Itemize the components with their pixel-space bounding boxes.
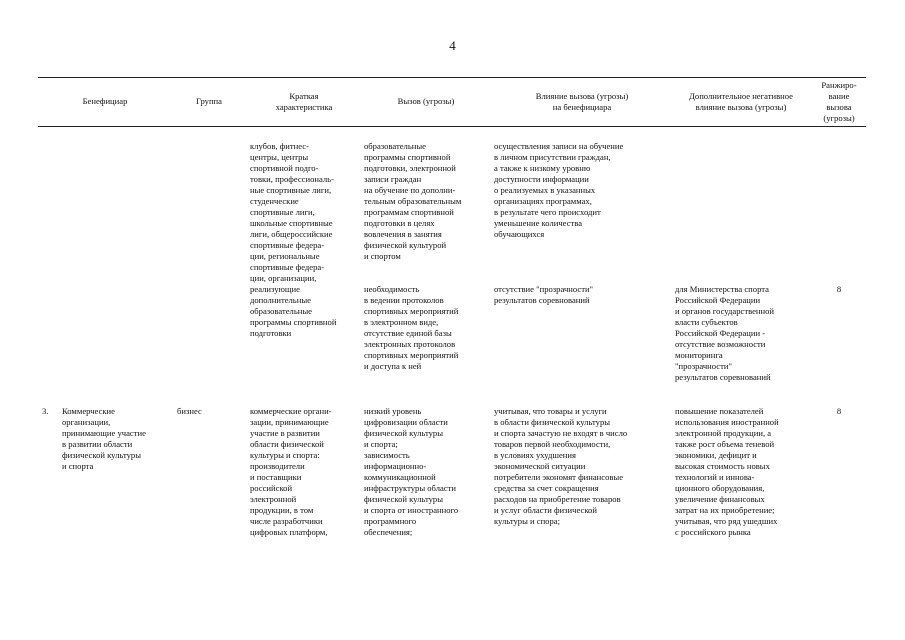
table-top-rule bbox=[38, 77, 866, 78]
page-number: 4 bbox=[449, 38, 456, 53]
row-1-description: клубов, фитнес- центры, центры спортивной подго- товки, профессиональ- ные спортивные лиги, студенческие спортивные лиги, школьные спортивные лиги, общероссийские спортивные федера- ции, региональные спортивные федера- ции, организации, реализующие дополнительные образовательные программы спортивной подготовки bbox=[250, 141, 337, 338]
header-description: Краткая характеристика bbox=[275, 90, 333, 112]
header-impact: Влияние вызова (угрозы) на бенефициара bbox=[535, 90, 629, 112]
row-2-impact: учитывая, что товары и услуги в области физической культуры и спорта зачастую не входят в число товаров первой необходимости, в условиях ухудшения экономической ситуации потребители экономят финансовые средства за счет сокращения расходов на приобретение товаров и услуг области физической культуры и спора; bbox=[494, 406, 628, 526]
row-1-challenge-1: образовательные программы спортивной подготовки, электронной записи граждан на обучение по дополни- тельным образовательным программам спортивной подготовки в целях вовлечения в занятия физической культурой и спортом bbox=[364, 141, 462, 261]
row-2-group: бизнес bbox=[177, 406, 202, 416]
row-2-rank: 8 bbox=[836, 406, 842, 416]
row-2-additional: повышение показателей использования иностранной электронной продукции, а также рост объема теневой экономики, дефицит и высокая стоимость новых технологий и иннова- ционного оборудования, увеличение финансовых затрат на их приобретение; учитывая, что ряд ушедших с российского рынка bbox=[675, 406, 779, 537]
table-header-bottom-rule bbox=[38, 126, 866, 127]
row-1-impact-2: отсутствие "прозрачности" результатов соревнований bbox=[494, 284, 594, 305]
row-2-beneficiary: Коммерческие организации, принимающие участие в развитии области физической культуры и спорта bbox=[62, 406, 146, 471]
header-challenge: Вызов (угрозы) bbox=[397, 96, 455, 106]
row-2-number: 3. bbox=[42, 406, 49, 416]
row-2-description: коммерческие органи- зации, принимающие участие в развитии области физической культуры и спорта: производители и поставщики российской электронной продукции, в том числе разработчики цифровых платформ, bbox=[250, 406, 332, 537]
row-1-challenge-2: необходимость в ведении протоколов спортивных мероприятий в электронном виде, отсутствие единой базы электронных протоколов спортивных мероприятий и доступа к ней bbox=[364, 284, 459, 371]
header-rank: Ранжиро- вание вызова (угрозы) bbox=[821, 79, 857, 123]
header-group: Группа bbox=[196, 96, 222, 106]
row-2-challenge: низкий уровень цифровизации области физической культуры и спорта; зависимость информационно- коммуникационной инфраструктуры области физической культуры и спорта от иностранного программного обеспечения; bbox=[364, 406, 459, 537]
row-1-additional-2: для Министерства спорта Российской Федерации и органов государственной власти субъектов Российской Федерации - отсутствие возможности мониторинга "прозрачности" результатов соревнований bbox=[675, 284, 775, 382]
header-additional: Дополнительное негативное влияние вызова (угрозы) bbox=[689, 90, 793, 112]
row-1-impact-1: осуществления записи на обучение в личном присутствии граждан, а также к низкому уровню доступности информации о реализуемых в указанных организациях программах, в результате чего происходит уменьшение количества обучающихся bbox=[494, 141, 624, 239]
header-beneficiary: Бенефициар bbox=[82, 96, 128, 106]
row-1-rank-2: 8 bbox=[836, 284, 842, 294]
